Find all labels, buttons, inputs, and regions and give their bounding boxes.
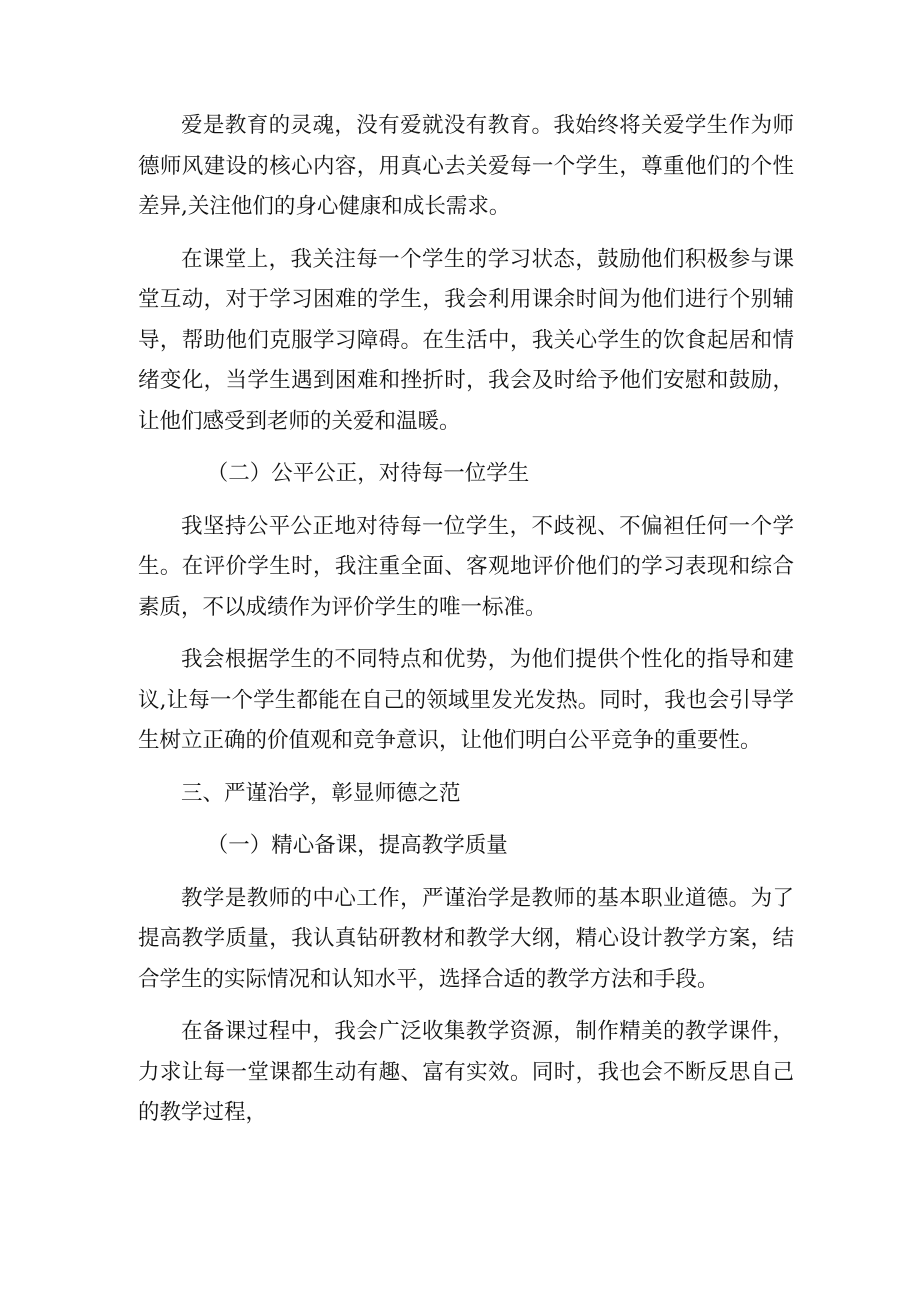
section-heading-rigorous-scholarship: 三、严谨治学，彰显师德之范	[181, 780, 461, 806]
paragraph-fair-treatment: 我坚持公平公正地对待每一位学生，不歧视、不偏袒任何一个学生。在评价学生时，我注重全面、客观地评价他们的学习表现和综合素质，不以成绩作为评价学生的唯一标准。	[138, 513, 794, 620]
document-body	[138, 106, 794, 1146]
paragraph-teaching-work: 教学是教师的中心工作，严谨治学是教师的基本职业道德。为了提高教学质量，我认真钻研教材和教学大纲，精心设计教学方案，结合学生的实际情况和认知水平，选择合适的教学方法和手段。	[138, 885, 794, 992]
paragraph-classroom-care: 在课堂上，我关注每一个学生的学习状态，鼓励他们积极参与课堂互动，对于学习困难的学生，我会利用课余时间为他们进行个别辅导，帮助他们克服学习障碍。在生活中，我关心学生的饮食起居和情绪变化，当学生遇到困难和挫折时，我会及时给予他们安慰和鼓励，让他们感受到老师的关爱和温暖。	[138, 246, 794, 434]
paragraph-love-core: 爱是教育的灵魂，没有爱就没有教育。我始终将关爱学生作为师德师风建设的核心内容，用真心去关爱每一个学生，尊重他们的个性差异,关注他们的身心健康和成长需求。	[138, 113, 794, 219]
paragraph-preparation-process: 在备课过程中，我会广泛收集教学资源，制作精美的教学课件，力求让每一堂课都生动有趣、富有实效。同时，我也会不断反思自己的教学过程，	[138, 1019, 794, 1125]
subheading-fairness: （二）公平公正，对待每一位学生	[206, 461, 530, 486]
subheading-lesson-preparation: （一）精心备课，提高教学质量	[206, 833, 508, 858]
paragraph-personalized-guidance: 我会根据学生的不同特点和优势，为他们提供个性化的指导和建议,让每一个学生都能在自己的领域里发光发热。同时，我也会引导学生树立正确的价值观和竞争意识，让他们明白公平竞争的重要性。	[138, 647, 794, 753]
